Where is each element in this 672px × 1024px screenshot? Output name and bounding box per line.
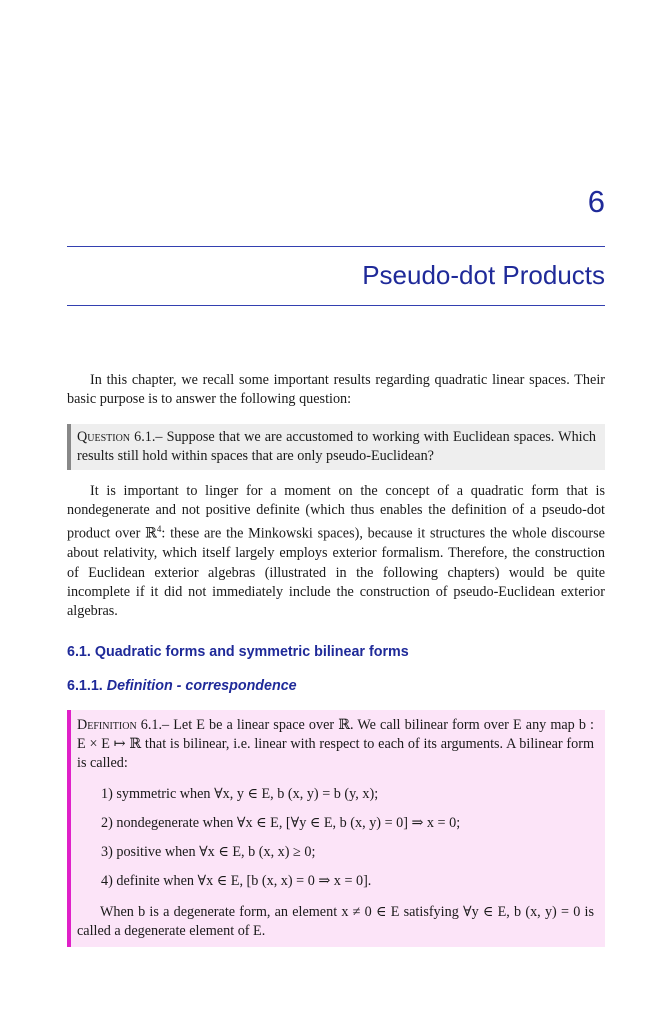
chapter-number: 6 — [587, 184, 605, 219]
definition-label: Definition 6.1.– — [77, 717, 170, 733]
definition-item: 4) definite when ∀x ∈ E, [b (x, x) = 0 ⇒ x = 0]. — [101, 873, 372, 889]
definition-item: 2) nondegenerate when ∀x ∈ E, [∀y ∈ E, b (x, y) = 0] ⇒ x = 0; — [101, 815, 461, 831]
body-paragraph — [67, 482, 605, 621]
subsection-title: Definition - correspondence — [106, 678, 297, 694]
chapter-title: Pseudo-dot Products — [362, 260, 605, 290]
definition-item: 1) symmetric when ∀x, y ∈ E, b (x, y) = b (y, x); — [101, 786, 379, 802]
section-number: 6.1. — [67, 644, 91, 660]
body-r4: ℝ — [145, 526, 157, 543]
body-text-before: It is important to linger for a moment on the concept of a quadratic form that is nondegenerate and not positive definite (which thus enables the definition of a pseudo-dot product over — [67, 483, 605, 543]
definition-intro-text: Let E be a linear space over ℝ. We call bilinear form over E any map b : E × E ↦ ℝ that is bilinear, i.e. linear with respect to each of its arguments. A bilinear form is called: — [77, 717, 594, 772]
subsection-number: 6.1.1. — [67, 678, 103, 694]
definition-closing: When b is a degenerate form, an element x ≠ 0 ∈ E satisfying ∀y ∈ E, b (x, y) = 0 is called a degenerate element of E. — [77, 904, 594, 940]
definition-box-bar — [67, 710, 71, 947]
header-rule-top — [67, 246, 605, 247]
body-text-after: : these are the Minkowski spaces), because it structures the whole discourse about relativity, which itself largely employs exterior formalism. Therefore, the construction of Euclidean exterior algebras (illustrated in the following chapters) would be quite incomplete if it did not immediately include the construction of pseudo-Euclidean exterior algebras. — [67, 526, 605, 619]
question-body: Suppose that we are accustomed to working with Euclidean spaces. Which results still hold within spaces that are only pseudo-Euclidean? — [77, 429, 597, 465]
body-r4-exponent: 4 — [156, 524, 162, 535]
section-heading — [67, 644, 409, 660]
header-rule-bottom — [67, 305, 605, 306]
section-title: Quadratic forms and symmetric bilinear forms — [94, 644, 409, 660]
question-box-bar — [67, 424, 71, 470]
subsection-heading — [67, 678, 297, 694]
intro-paragraph: In this chapter, we recall some important results regarding quadratic linear spaces. Their basic purpose is to answer the following question: — [67, 372, 605, 408]
definition-intro — [77, 716, 594, 774]
definition-item: 3) positive when ∀x ∈ E, b (x, x) ≥ 0; — [101, 844, 316, 860]
question-label: Question 6.1.– — [77, 429, 163, 445]
question-text — [77, 428, 596, 466]
